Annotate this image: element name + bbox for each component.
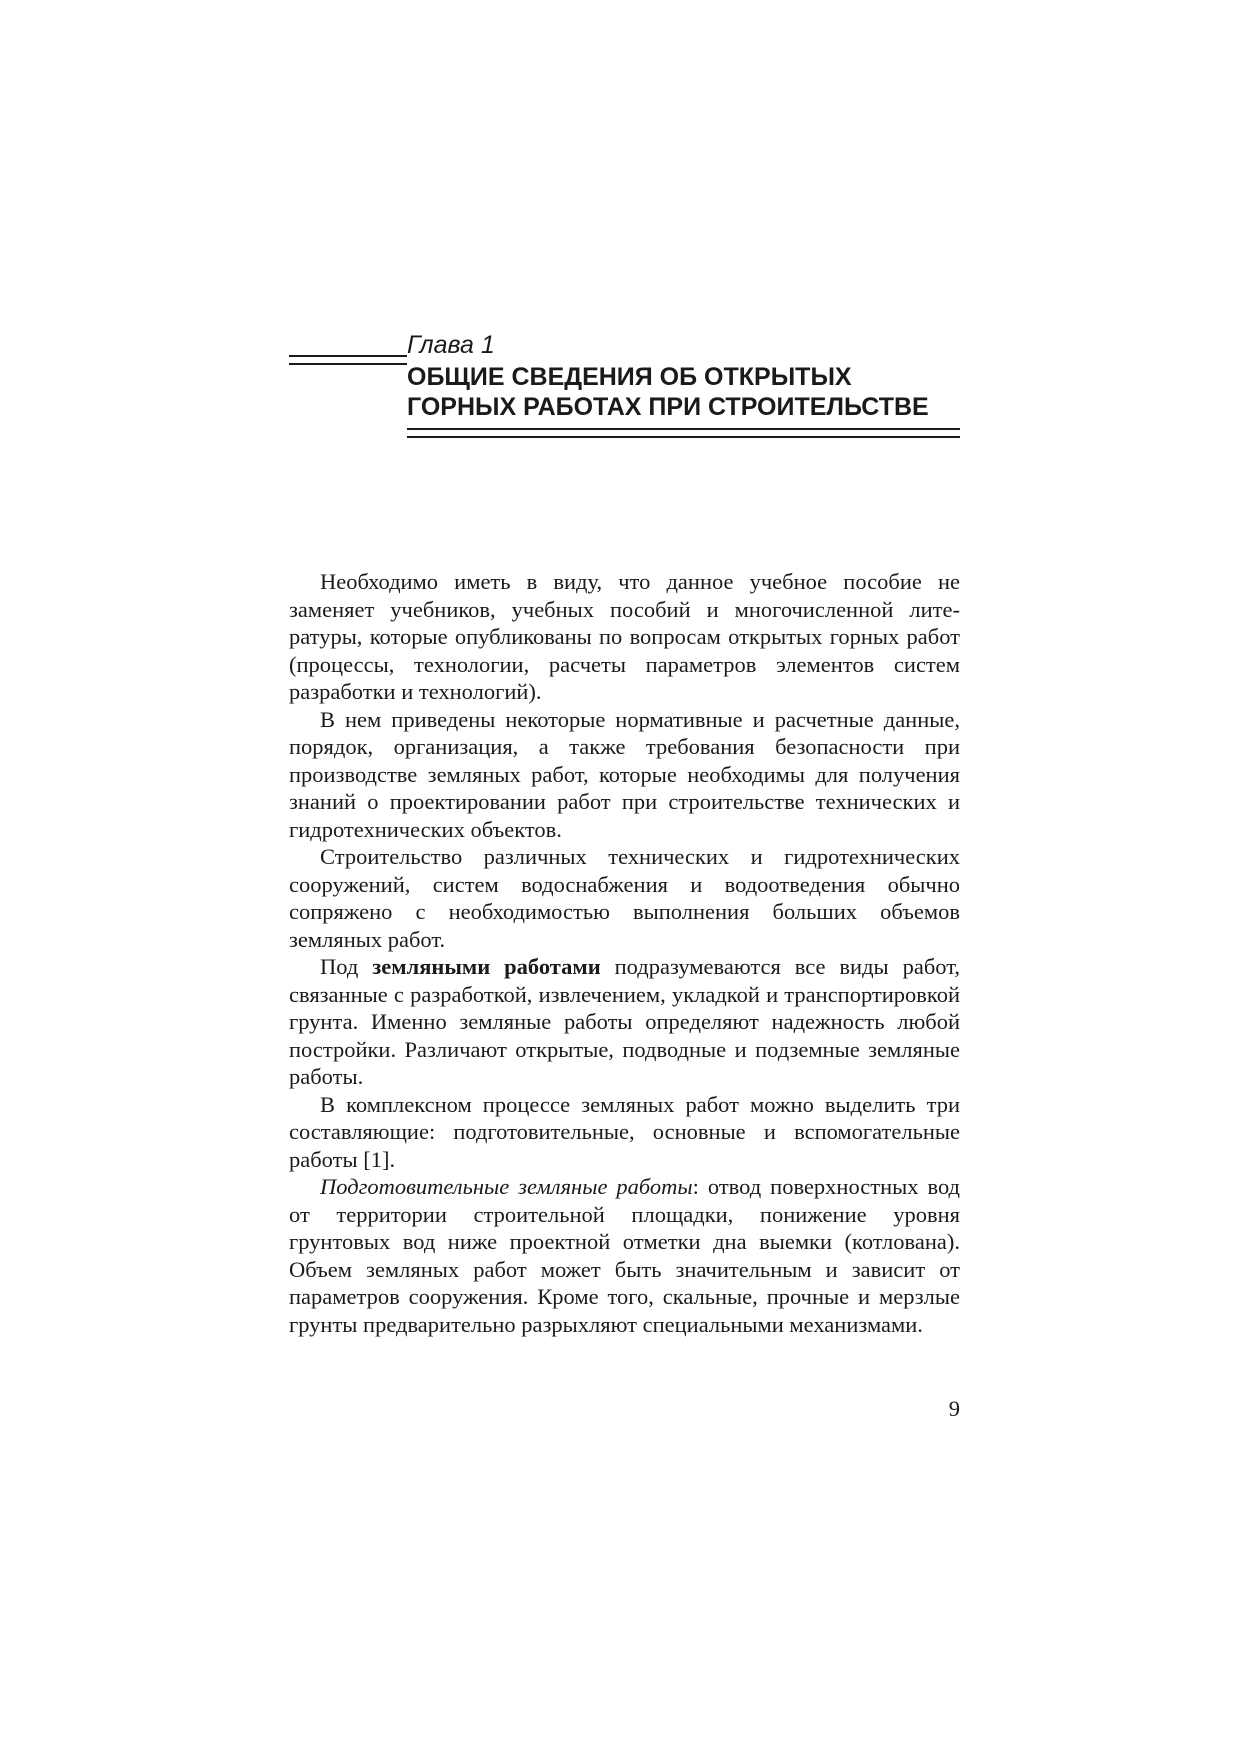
paragraph-4-lead: Под [320,954,373,979]
chapter-title-line-2: ГОРНЫХ РАБОТАХ ПРИ СТРОИТЕЛЬСТВЕ [407,393,929,421]
paragraph-3: Строительство различных технических и гидротехнических сооружений, систем водоснабжения и водоотведения обычно сопряжено с необходимостью выполнения больших объемов земляных работ. [289,844,960,952]
paragraph-6-rest: : отвод поверхностных вод от территории строительной площадки, понижение уровня грунтовых вод ниже проектной отметки дна выемки (котлована). Объем земляных работ может быть значительным и зависит от параметров сооружения. Кроме того, скальные, прочные и мерзлые грунты предварительно разрыхляют специальными механизмами. [289,1174,960,1337]
paragraph-4 [289,953,960,1091]
page-number: 9 [948,1396,960,1421]
paragraph-1: Необходимо иметь в виду, что данное учебное пособие не заменяет учебников, учебных пособий и многочисленной литературы, которые опубликованы по вопросам открытых горных работ (процессы, технологии, расчеты параметров элементов систем разработки и технологий). [289,569,960,704]
paragraph-4-rest: подразумеваются все виды работ, связанные с разработкой, извлечением, укладкой и транспортировкой грунта. Именно земляные работы определяют надежность любой постройки. Различают открытые, подводные и подземные земляные работы. [289,954,960,1089]
chapter-title-line-1: ОБЩИЕ СВЕДЕНИЯ ОБ ОТКРЫТЫХ [407,363,852,391]
chapter-heading [289,330,960,450]
paragraph-5: В комплексном процессе земляных работ можно выделить три составляющие: подготовительные, основные и вспомогательные работы [1]. [289,1091,960,1172]
chapter-title [407,362,929,422]
paragraph-2: В нем приведены некоторые нормативные и расчетные данные, порядок, организация, а также требования безопасности при производстве земляных работ, которые необходимы для получения знаний о проектировании работ при строительстве технических и гидротехнических объектов. [289,706,960,842]
chapter-rule-bottom [407,428,960,438]
paragraph-6 [289,1173,960,1338]
term-preparatory-works: Подготовительные земляные работы [320,1174,693,1199]
body-text [289,568,960,1338]
term-earthworks: земляными работами [372,954,601,979]
chapter-rule-left [289,355,407,365]
chapter-label: Глава 1 [407,331,495,359]
